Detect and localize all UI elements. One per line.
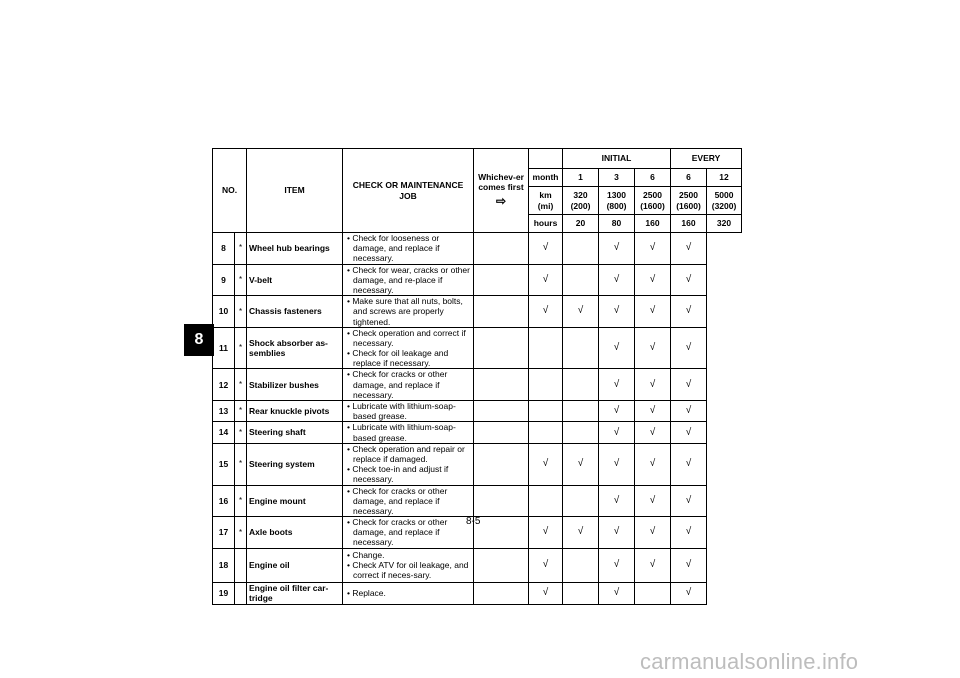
- header-month-label: month: [529, 169, 563, 187]
- check-cell: [671, 327, 707, 369]
- row-item: Engine oil: [247, 548, 343, 582]
- row-number: 16: [213, 485, 235, 517]
- job-line: • Check operation and repair or replace if damaged.: [347, 443, 465, 464]
- check-mark-icon: √: [613, 458, 620, 470]
- header-blank: [529, 149, 563, 169]
- row-job: [343, 485, 474, 517]
- check-cell: [563, 233, 599, 265]
- arrow-right-icon: ⇨: [495, 194, 507, 209]
- row-job: [343, 264, 474, 296]
- check-cell: [563, 327, 599, 369]
- check-cell: [563, 369, 599, 401]
- check-mark-icon: √: [613, 559, 620, 571]
- check-mark-icon: √: [685, 273, 692, 285]
- header-item: ITEM: [247, 149, 343, 233]
- check-cell: [563, 485, 599, 517]
- row-asterisk: *: [235, 517, 247, 549]
- header-month-value: 6: [671, 169, 707, 187]
- row-whichever-cell: [474, 582, 529, 604]
- check-mark-icon: √: [685, 342, 692, 354]
- header-km-value: 2500 (1600): [635, 187, 671, 215]
- check-cell: [635, 517, 671, 549]
- job-line: • Check for cracks or other damage, and replace if necessary.: [347, 485, 448, 516]
- check-mark-icon: √: [613, 273, 620, 285]
- row-number: 8: [213, 233, 235, 265]
- check-mark-icon: √: [613, 526, 620, 538]
- check-mark-icon: √: [649, 378, 656, 390]
- check-cell: [635, 264, 671, 296]
- row-item: Steering system: [247, 443, 343, 485]
- check-mark-icon: √: [613, 405, 620, 417]
- row-item: Steering shaft: [247, 422, 343, 443]
- row-number: 11: [213, 327, 235, 369]
- header-month-value: 12: [707, 169, 742, 187]
- check-cell: [599, 327, 635, 369]
- check-cell: [529, 296, 563, 328]
- check-mark-icon: √: [542, 526, 549, 538]
- check-cell: [529, 401, 563, 422]
- row-whichever-cell: [474, 548, 529, 582]
- table-row: [213, 369, 742, 401]
- row-job: [343, 517, 474, 549]
- check-cell: [563, 264, 599, 296]
- check-mark-icon: √: [649, 242, 656, 254]
- row-job: [343, 443, 474, 485]
- check-cell: [599, 517, 635, 549]
- header-km-value: 5000 (3200): [707, 187, 742, 215]
- check-mark-icon: √: [685, 526, 692, 538]
- check-cell: [529, 369, 563, 401]
- check-cell: [599, 443, 635, 485]
- check-mark-icon: √: [649, 305, 656, 317]
- check-mark-icon: √: [685, 587, 692, 599]
- check-cell: [635, 369, 671, 401]
- header-initial: INITIAL: [563, 149, 671, 169]
- check-cell: [599, 233, 635, 265]
- chapter-tab: 8: [184, 324, 214, 356]
- row-whichever-cell: [474, 264, 529, 296]
- check-cell: [671, 422, 707, 443]
- check-mark-icon: √: [542, 458, 549, 470]
- check-cell: [599, 422, 635, 443]
- table-row: [213, 327, 742, 369]
- job-line: • Check for looseness or damage, and replace if necessary.: [347, 233, 440, 264]
- check-mark-icon: √: [649, 494, 656, 506]
- row-whichever-cell: [474, 517, 529, 549]
- row-job: [343, 401, 474, 422]
- check-mark-icon: √: [649, 458, 656, 470]
- check-cell: [599, 264, 635, 296]
- row-job: [343, 327, 474, 369]
- check-cell: [529, 422, 563, 443]
- check-mark-icon: √: [542, 305, 549, 317]
- check-mark-icon: √: [577, 526, 584, 538]
- check-cell: [635, 327, 671, 369]
- check-cell: [671, 517, 707, 549]
- check-cell: [635, 443, 671, 485]
- row-number: 17: [213, 517, 235, 549]
- row-asterisk: *: [235, 443, 247, 485]
- header-hours-value: 80: [599, 215, 635, 233]
- table-row: [213, 296, 742, 328]
- check-cell: [529, 327, 563, 369]
- page-number: 8-5: [466, 516, 481, 527]
- check-cell: [671, 296, 707, 328]
- row-whichever-cell: [474, 422, 529, 443]
- job-line: • Lubricate with lithium-soap-based grease.: [347, 422, 456, 443]
- row-item: Chassis fasteners: [247, 296, 343, 328]
- check-cell: [671, 369, 707, 401]
- maintenance-table: [212, 148, 742, 605]
- row-item: Stabilizer bushes: [247, 369, 343, 401]
- row-item: Engine oil filter car-tridge: [247, 582, 343, 604]
- watermark: carmanualsonline.info: [640, 649, 859, 674]
- row-asterisk: *: [235, 264, 247, 296]
- check-cell: [671, 485, 707, 517]
- job-line: • Check operation and correct if necessary.: [347, 327, 466, 348]
- check-cell: [635, 296, 671, 328]
- row-whichever-cell: [474, 485, 529, 517]
- row-whichever-cell: [474, 369, 529, 401]
- check-cell: [635, 233, 671, 265]
- table-row: [213, 422, 742, 443]
- row-item: Engine mount: [247, 485, 343, 517]
- job-line: • Check for wear, cracks or other damage, and re-place if necessary.: [347, 264, 470, 295]
- table-row: [213, 485, 742, 517]
- check-mark-icon: √: [613, 426, 620, 438]
- row-item: Axle boots: [247, 517, 343, 549]
- check-cell: [635, 582, 671, 604]
- row-number: 15: [213, 443, 235, 485]
- header-no: NO.: [213, 149, 247, 233]
- row-number: 14: [213, 422, 235, 443]
- row-job: [343, 296, 474, 328]
- row-number: 19: [213, 582, 235, 604]
- check-cell: [599, 296, 635, 328]
- check-mark-icon: √: [685, 458, 692, 470]
- check-mark-icon: √: [613, 587, 620, 599]
- check-mark-icon: √: [613, 342, 620, 354]
- header-whichever-label: Whichev-er comes first: [478, 172, 524, 193]
- row-item: Shock absorber as-semblies: [247, 327, 343, 369]
- header-month-value: 6: [635, 169, 671, 187]
- check-cell: [563, 296, 599, 328]
- header-every: EVERY: [671, 149, 742, 169]
- check-mark-icon: √: [542, 587, 549, 599]
- row-asterisk: *: [235, 233, 247, 265]
- check-cell: [563, 582, 599, 604]
- row-asterisk: *: [235, 422, 247, 443]
- header-month-value: 3: [599, 169, 635, 187]
- row-item: Wheel hub bearings: [247, 233, 343, 265]
- row-number: 10: [213, 296, 235, 328]
- check-cell: [563, 401, 599, 422]
- check-cell: [599, 582, 635, 604]
- check-cell: [671, 582, 707, 604]
- check-mark-icon: √: [685, 559, 692, 571]
- check-cell: [671, 401, 707, 422]
- header-hours-value: 20: [563, 215, 599, 233]
- check-mark-icon: √: [649, 559, 656, 571]
- check-cell: [599, 485, 635, 517]
- row-whichever-cell: [474, 443, 529, 485]
- header-hours-label: hours: [529, 215, 563, 233]
- check-cell: [635, 422, 671, 443]
- check-cell: [529, 233, 563, 265]
- check-cell: [635, 548, 671, 582]
- check-cell: [529, 517, 563, 549]
- row-job: [343, 233, 474, 265]
- check-mark-icon: √: [649, 426, 656, 438]
- check-mark-icon: √: [542, 559, 549, 571]
- row-item: V-belt: [247, 264, 343, 296]
- check-cell: [671, 233, 707, 265]
- table-row: [213, 264, 742, 296]
- check-mark-icon: √: [577, 305, 584, 317]
- check-mark-icon: √: [613, 305, 620, 317]
- row-job: [343, 369, 474, 401]
- table-row: [213, 582, 742, 604]
- check-mark-icon: √: [613, 494, 620, 506]
- header-month-value: 1: [563, 169, 599, 187]
- header-hours-value: 160: [671, 215, 707, 233]
- check-mark-icon: √: [685, 242, 692, 254]
- check-mark-icon: √: [649, 405, 656, 417]
- check-mark-icon: √: [649, 342, 656, 354]
- row-whichever-cell: [474, 233, 529, 265]
- check-cell: [671, 548, 707, 582]
- check-cell: [599, 548, 635, 582]
- check-cell: [563, 517, 599, 549]
- job-line: • Replace.: [347, 588, 386, 599]
- job-line: • Check for cracks or other damage, and replace if necessary.: [347, 517, 448, 548]
- check-mark-icon: √: [649, 273, 656, 285]
- header-whichever: [474, 149, 529, 233]
- row-whichever-cell: [474, 401, 529, 422]
- check-mark-icon: √: [613, 378, 620, 390]
- header-km-value: 320 (200): [563, 187, 599, 215]
- check-cell: [529, 582, 563, 604]
- row-number: 13: [213, 401, 235, 422]
- check-cell: [635, 401, 671, 422]
- table-row: [213, 233, 742, 265]
- table-row: [213, 443, 742, 485]
- check-cell: [529, 485, 563, 517]
- check-cell: [635, 485, 671, 517]
- check-mark-icon: √: [685, 378, 692, 390]
- header-km-label: km (mi): [529, 187, 563, 215]
- header-hours-value: 160: [635, 215, 671, 233]
- row-number: 9: [213, 264, 235, 296]
- table-row: [213, 401, 742, 422]
- row-asterisk: [235, 582, 247, 604]
- header-job: CHECK OR MAINTENANCE JOB: [343, 149, 474, 233]
- check-mark-icon: √: [685, 426, 692, 438]
- check-cell: [529, 264, 563, 296]
- row-asterisk: *: [235, 401, 247, 422]
- check-cell: [563, 422, 599, 443]
- check-mark-icon: √: [685, 494, 692, 506]
- row-asterisk: *: [235, 369, 247, 401]
- check-mark-icon: √: [685, 305, 692, 317]
- header-km-value: 2500 (1600): [671, 187, 707, 215]
- check-mark-icon: √: [649, 526, 656, 538]
- job-line: • Check ATV for oil leakage, and correct if neces-sary.: [347, 560, 469, 581]
- row-item: Rear knuckle pivots: [247, 401, 343, 422]
- job-line: • Check toe-in and adjust if necessary.: [347, 464, 449, 485]
- check-cell: [563, 443, 599, 485]
- check-mark-icon: √: [542, 273, 549, 285]
- header-km-value: 1300 (800): [599, 187, 635, 215]
- job-line: • Change.: [347, 549, 385, 560]
- table-row: [213, 548, 742, 582]
- check-cell: [599, 369, 635, 401]
- job-line: • Check for oil leakage and replace if necessary.: [347, 348, 449, 369]
- job-line: • Make sure that all nuts, bolts, and screws are properly tightened.: [347, 296, 463, 327]
- check-cell: [671, 264, 707, 296]
- row-number: 12: [213, 369, 235, 401]
- row-whichever-cell: [474, 296, 529, 328]
- row-asterisk: *: [235, 327, 247, 369]
- row-asterisk: *: [235, 485, 247, 517]
- check-mark-icon: √: [685, 405, 692, 417]
- check-mark-icon: √: [613, 242, 620, 254]
- row-number: 18: [213, 548, 235, 582]
- row-asterisk: [235, 548, 247, 582]
- row-asterisk: *: [235, 296, 247, 328]
- row-job: [343, 422, 474, 443]
- row-whichever-cell: [474, 327, 529, 369]
- check-cell: [671, 443, 707, 485]
- check-cell: [529, 443, 563, 485]
- check-mark-icon: √: [577, 458, 584, 470]
- header-hours-value: 320: [707, 215, 742, 233]
- check-cell: [599, 401, 635, 422]
- check-mark-icon: √: [542, 242, 549, 254]
- row-job: [343, 548, 474, 582]
- check-cell: [529, 548, 563, 582]
- job-line: • Check for cracks or other damage, and replace if necessary.: [347, 369, 448, 400]
- check-cell: [563, 548, 599, 582]
- job-line: • Lubricate with lithium-soap-based grease.: [347, 401, 456, 422]
- row-job: [343, 582, 474, 604]
